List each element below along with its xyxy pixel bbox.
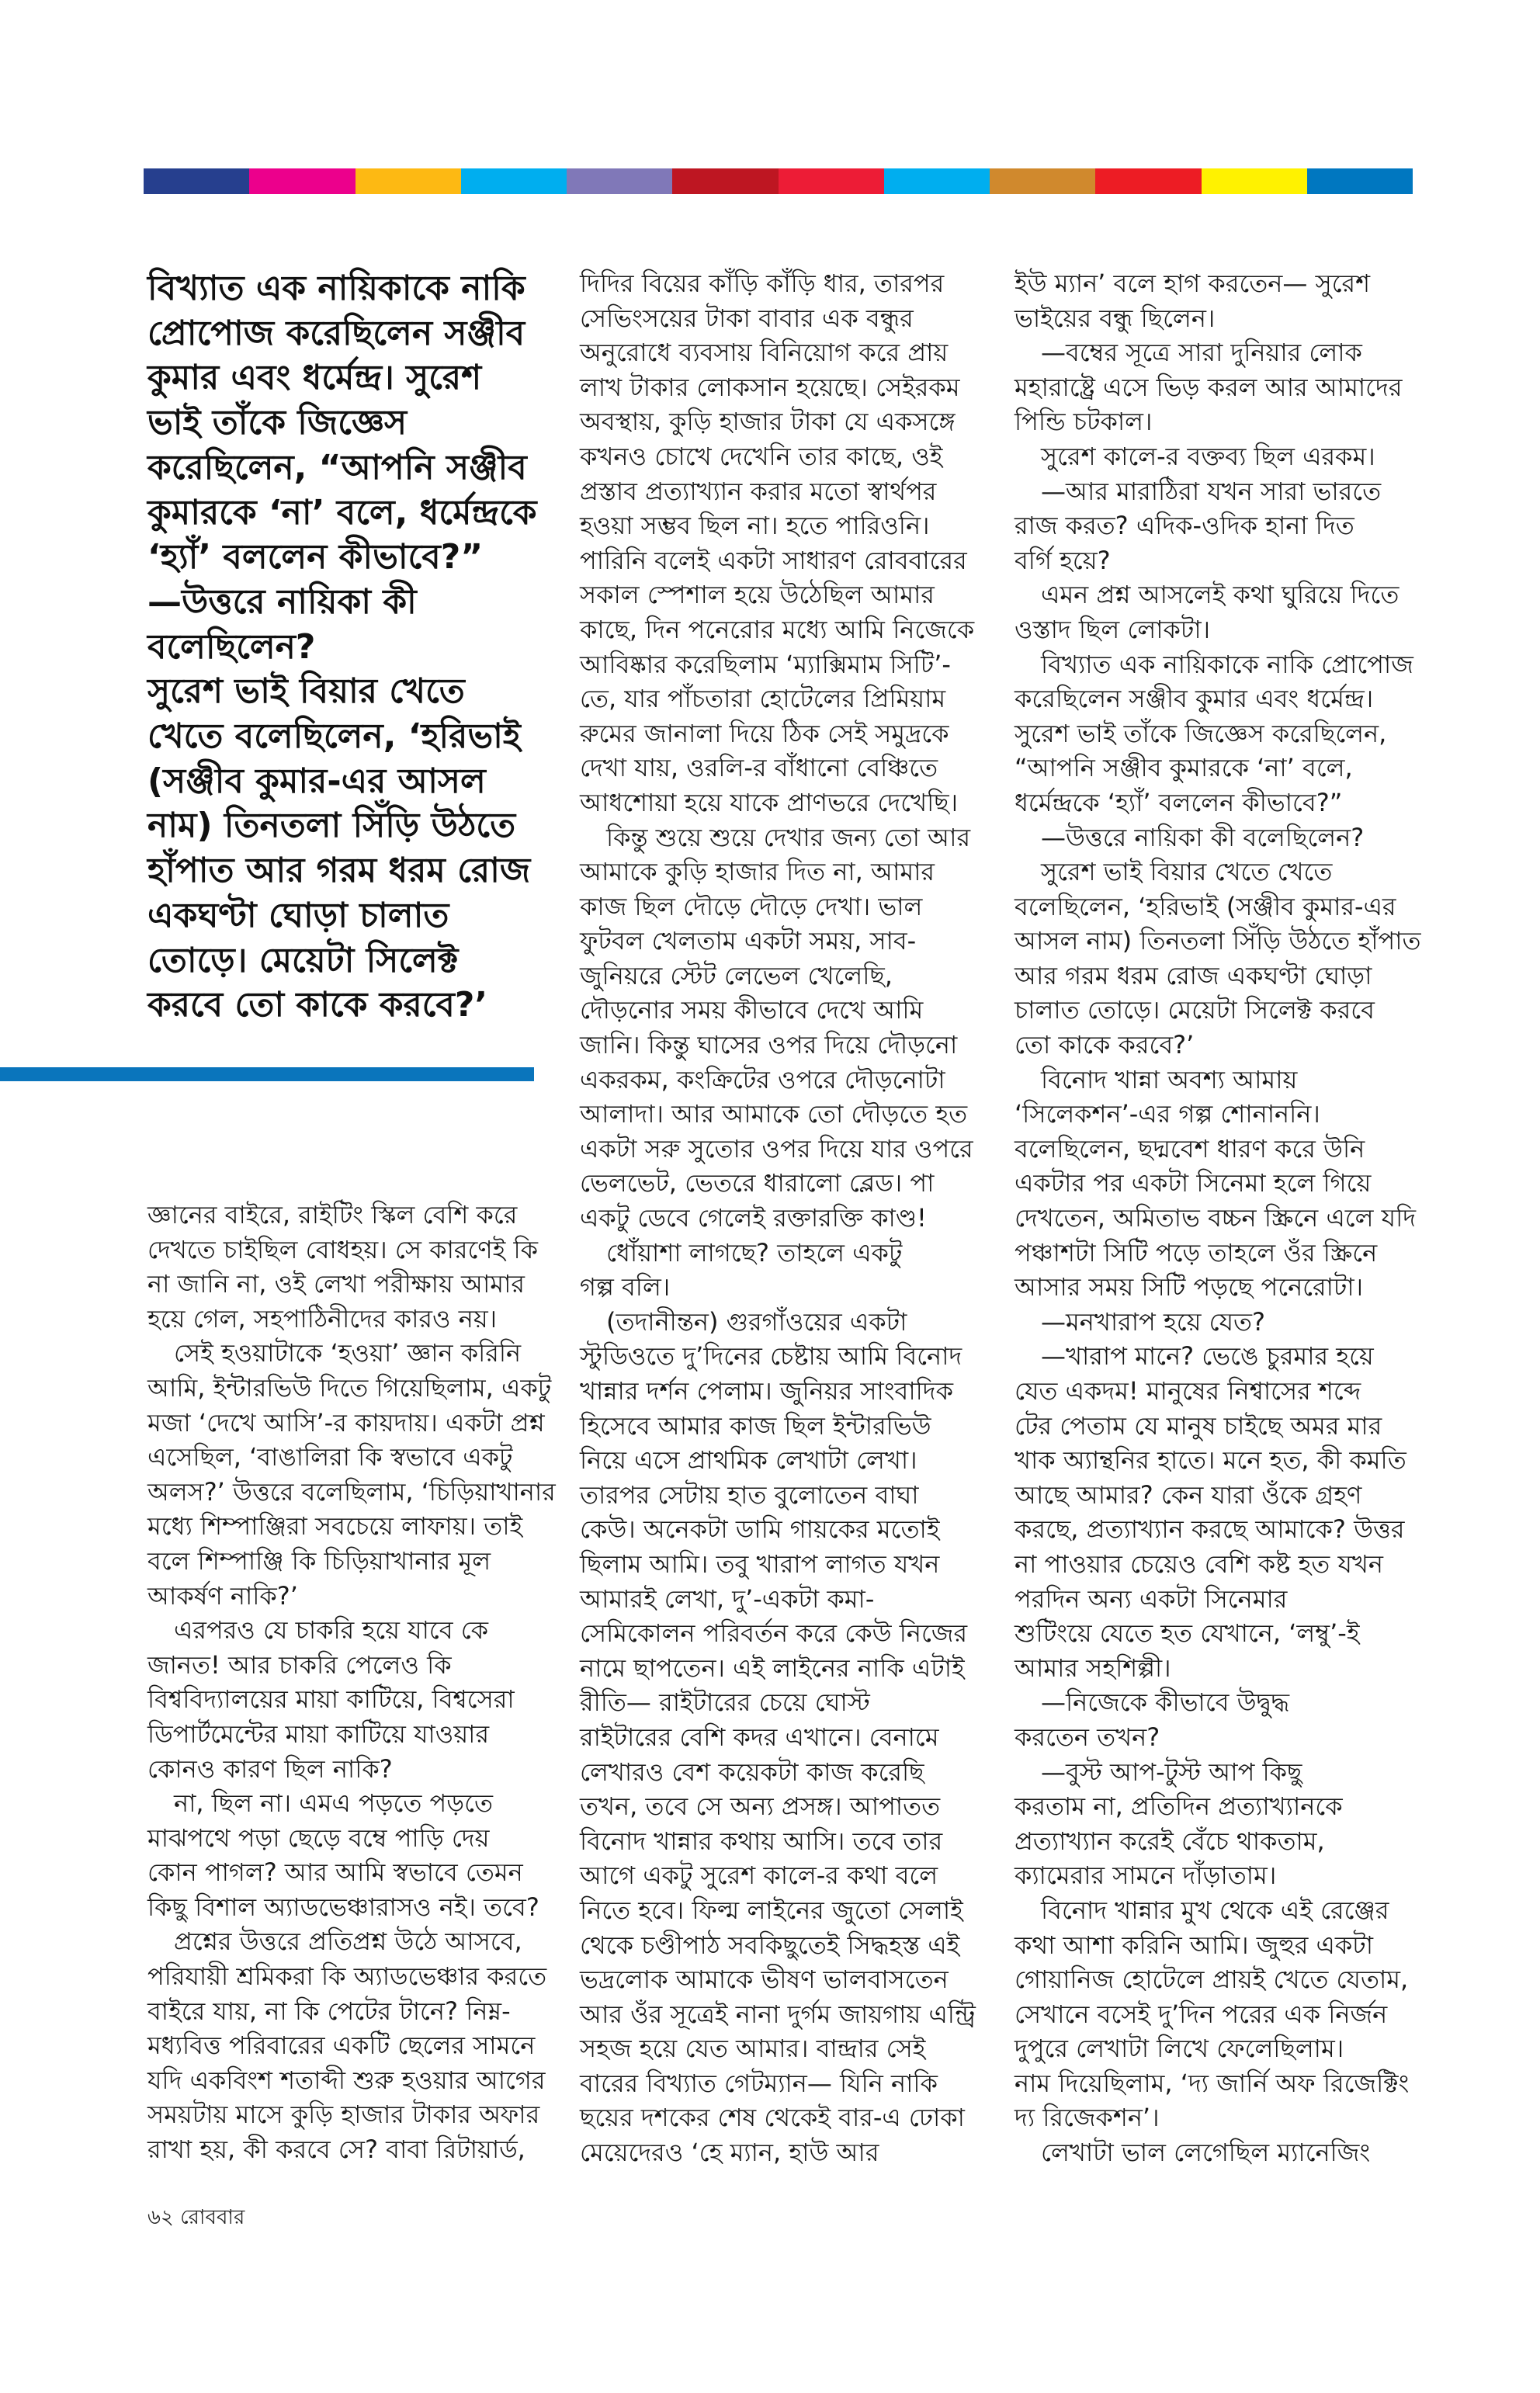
color-bar-segment bbox=[356, 168, 461, 194]
text-line: কিন্তু শুয়ে শুয়ে দেখার জন্য তো আর bbox=[606, 822, 971, 852]
text-line: সেই হওয়াটাকে ‘হওয়া’ জ্ঞান করিনি bbox=[174, 1338, 522, 1368]
paragraph bbox=[580, 1236, 991, 1305]
text-line: ধোঁয়াশা লাগছে? তাহলে একটু bbox=[606, 1237, 903, 1268]
text-line: দৌড়নোর সময় কীভাবে দেখে আমি bbox=[580, 995, 924, 1025]
text-line: রাখা হয়, কী করবে সে? বাবা রিটায়ার্ড, bbox=[147, 2135, 525, 2165]
text-line: প্রত্যাখ্যান করেই বেঁচে থাকতাম, bbox=[1015, 1826, 1325, 1856]
text-line: সেমিকোলন পরিবর্তন করে কেউ নিজের bbox=[580, 1618, 968, 1649]
text-line: আমাকে কুড়ি হাজার দিত না, আমার bbox=[580, 857, 935, 887]
paragraph bbox=[147, 1786, 559, 1924]
text-line: জানি। কিন্তু ঘাসের ওপর দিয়ে দৌড়নো bbox=[580, 1030, 958, 1060]
text-line: ভেলভেট, ভেতরে ধারালো ব্লেড। পা bbox=[580, 1168, 935, 1198]
text-line: মধ্যে শিম্পাঞ্জিরা সবচেয়ে লাফায়। তাই bbox=[147, 1511, 523, 1542]
paragraph bbox=[580, 266, 991, 820]
text-line: সেভিংসয়ের টাকা বাবার এক বন্ধুর bbox=[580, 303, 914, 333]
text-line: বাইরে যায়, না কি পেটের টানে? নিম্ন- bbox=[147, 1996, 511, 2026]
text-line: স্টুডিওতে দু’দিনের চেষ্টায় আমি বিনোদ bbox=[580, 1341, 962, 1372]
text-line: অলস?’ উত্তরে বলেছিলাম, ‘চিড়িয়াখানার bbox=[147, 1476, 556, 1507]
page-footer bbox=[147, 2201, 245, 2235]
color-bar-segment bbox=[461, 168, 567, 194]
pull-quote-line: —উত্তরে নায়িকা কী bbox=[147, 581, 417, 622]
text-line: মাঝপথে পড়া ছেড়ে বম্বে পাড়ি দেয় bbox=[147, 1822, 490, 1853]
pull-quote-line: কুমারকে ‘না’ বলে, ধর্মেন্দ্রকে bbox=[147, 492, 537, 532]
pull-quote-line: একঘণ্টা ঘোড়া চালাত bbox=[147, 895, 449, 935]
text-line: ডিপার্টমেন্টের মায়া কাটিয়ে যাওয়ার bbox=[147, 1718, 490, 1749]
pull-quote-line: প্রোপোজ করেছিলেন সঞ্জীব bbox=[147, 313, 525, 353]
magazine-name: রোববার bbox=[180, 2206, 245, 2229]
text-line: এরপরও যে চাকরি হয়ে যাবে কে bbox=[174, 1615, 489, 1646]
paragraph bbox=[147, 1924, 559, 2166]
text-line: শুটিংয়ে যেতে হত যেখানে, ‘লম্বু’-ই bbox=[1015, 1618, 1360, 1649]
pull-quote-line: বিখ্যাত এক নায়িকাকে নাকি bbox=[147, 269, 525, 308]
text-line: তো কাকে করবে?’ bbox=[1015, 1030, 1195, 1060]
text-line: আমারই লেখা, দু’-একটা কমা- bbox=[580, 1583, 875, 1614]
text-line: পরিযায়ী শ্রমিকরা কি অ্যাডভেঞ্চার করতে bbox=[147, 1961, 547, 1992]
color-bar-segment bbox=[144, 168, 249, 194]
text-line: অবস্থায়, কুড়ি হাজার টাকা যে একসঙ্গে bbox=[580, 407, 956, 437]
paragraph bbox=[580, 820, 991, 1236]
text-line: “আপনি সঞ্জীব কুমারকে ‘না’ বলে, bbox=[1015, 753, 1353, 783]
text-line: অনুরোধে ব্যবসায় বিনিয়োগ করে প্রায় bbox=[580, 338, 949, 368]
text-line: জ্ঞানের বাইরে, রাইটিং স্কিল বেশি করে bbox=[147, 1200, 518, 1229]
text-line: বর্গি হয়ে? bbox=[1015, 545, 1111, 575]
paragraph bbox=[147, 1198, 559, 1336]
text-line: ফুটবল খেলতাম একটা সময়, সাব- bbox=[580, 926, 917, 956]
paragraph bbox=[1015, 1685, 1426, 1754]
text-line: না, ছিল না। এমএ পড়তে পড়তে bbox=[174, 1788, 493, 1819]
text-line: আধশোয়া হয়ে যাকে প্রাণভরে দেখেছি। bbox=[580, 787, 959, 817]
pull-quote bbox=[147, 266, 551, 1028]
text-line: রুমের জানালা দিয়ে ঠিক সেই সমুদ্রকে bbox=[580, 718, 949, 748]
paragraph bbox=[1015, 647, 1426, 820]
decorative-color-bar bbox=[144, 168, 1413, 194]
paragraph bbox=[580, 1305, 991, 2170]
text-line: খাক অ্যান্থনির হাতে। মনে হত, কী কমতি bbox=[1015, 1445, 1406, 1476]
text-line: পঞ্চাশটা সিটি পড়ে তাহলে ওঁর স্ক্রিনে bbox=[1015, 1237, 1378, 1268]
text-line: আলাদা। আর আমাকে তো দৌড়তে হত bbox=[580, 1099, 968, 1129]
text-line: করতাম না, প্রতিদিন প্রত্যাখ্যানকে bbox=[1015, 1791, 1343, 1822]
text-line: দেখতেন, অমিতাভ বচ্চন স্ক্রিনে এলে যদি bbox=[1015, 1203, 1417, 1233]
color-bar-segment bbox=[1095, 168, 1201, 194]
text-line: দিদির বিয়ের কাঁড়ি কাঁড়ি ধার, তারপর bbox=[580, 269, 945, 298]
text-line: কাজ ছিল দৌড়ে দৌড়ে দেখা। ভাল bbox=[580, 891, 923, 921]
text-line: আছে আমার? কেন যারা ওঁকে গ্রহণ bbox=[1015, 1479, 1362, 1510]
text-line: এমন প্রশ্ন আসলেই কথা ঘুরিয়ে দিতে bbox=[1041, 580, 1400, 610]
text-line: —নিজেকে কীভাবে উদ্বুদ্ধ bbox=[1041, 1687, 1290, 1718]
text-line: মজা ‘দেখে আসি’-র কায়দায়। একটা প্রশ্ন bbox=[147, 1407, 545, 1438]
text-line: করেছিলেন সঞ্জীব কুমার এবং ধর্মেন্দ্র। bbox=[1015, 684, 1374, 714]
text-line: নাম দিয়েছিলাম, ‘দ্য জার্নি অফ রিজেক্টিং bbox=[1015, 2068, 1410, 2098]
paragraph bbox=[1015, 335, 1426, 439]
paragraph bbox=[1015, 820, 1426, 855]
color-bar-segment bbox=[1307, 168, 1413, 194]
text-line: গল্প বলি। bbox=[580, 1272, 671, 1302]
pull-quote-line: করেছিলেন, “আপনি সঞ্জীব bbox=[147, 447, 527, 487]
pull-quote-line: ‘হ্যাঁ’ বললেন কীভাবে?” bbox=[147, 537, 484, 577]
text-line: সহজ হয়ে যেত আমার। বান্দ্রার সেই bbox=[580, 2034, 926, 2064]
paragraph bbox=[1015, 1305, 1426, 1340]
pull-quote-line: তোড়ে। মেয়েটা সিলেক্ট bbox=[147, 940, 459, 980]
text-line: করছে, প্রত্যাখ্যান করছে আমাকে? উত্তর bbox=[1015, 1514, 1405, 1545]
text-line: ছয়ের দশকের শেষ থেকেই বার-এ ঢোকা bbox=[580, 2103, 965, 2133]
text-line: রাইটারের বেশি কদর এখানে। বেনামে bbox=[580, 1722, 939, 1752]
text-line: লাখ টাকার লোকসান হয়েছে। সেইরকম bbox=[580, 372, 960, 402]
text-line: বিনোদ খান্না অবশ্য আমায় bbox=[1041, 1064, 1298, 1094]
text-line: থেকে চণ্ডীপাঠ সবকিছুতেই সিদ্ধহস্ত এই bbox=[580, 1930, 960, 1960]
text-line: কেউ। অনেকটা ডামি গায়কের মতোই bbox=[580, 1514, 940, 1545]
pull-quote-line: বলেছিলেন? bbox=[147, 626, 316, 667]
paragraph bbox=[1015, 1893, 1426, 2135]
page-number: ৬২ bbox=[147, 2206, 174, 2229]
text-line: পিন্ডি চটকাল। bbox=[1015, 407, 1153, 437]
text-line: প্রশ্নের উত্তরে প্রতিপ্রশ্ন উঠে আসবে, bbox=[174, 1927, 522, 1957]
text-line: বিশ্ববিদ্যালয়ের মায়া কাটিয়ে, বিশ্বসেরা bbox=[147, 1684, 515, 1715]
text-line: —উত্তরে নায়িকা কী বলেছিলেন? bbox=[1041, 822, 1365, 852]
paragraph bbox=[1015, 2135, 1426, 2170]
text-line: হিসেবে আমার কাজ ছিল ইন্টারভিউ bbox=[580, 1410, 931, 1441]
text-line: তখন, তবে সে অন্য প্রসঙ্গ। আপাতত bbox=[580, 1791, 941, 1822]
text-line: তারপর সেটায় হাত বুলোতেন বাঘা bbox=[580, 1479, 919, 1510]
color-bar-segment bbox=[249, 168, 355, 194]
text-line: বলেছিলেন, ছদ্মবেশ ধারণ করে উনি bbox=[1015, 1133, 1365, 1164]
color-bar-segment bbox=[567, 168, 672, 194]
color-bar-segment bbox=[779, 168, 884, 194]
text-line: ওস্তাদ ছিল লোকটা। bbox=[1015, 614, 1211, 644]
text-line: একরকম, কংক্রিটের ওপরে দৌড়নোটা bbox=[580, 1064, 945, 1094]
text-line: মহারাষ্ট্রে এসে ভিড় করল আর আমাদের bbox=[1015, 372, 1403, 402]
text-line: কোন পাগল? আর আমি স্বভাবে তেমন bbox=[147, 1857, 523, 1888]
color-bar-segment bbox=[990, 168, 1095, 194]
text-line: আমি, ইন্টারভিউ দিতে গিয়েছিলাম, একটু bbox=[147, 1372, 552, 1403]
text-line: সেখানে বসেই দু’দিন পরের এক নির্জন bbox=[1015, 1999, 1388, 2029]
text-line: এসেছিল, ‘বাঙালিরা কি স্বভাবে একটু bbox=[147, 1442, 513, 1472]
text-line: আসার সময় সিটি পড়ছে পনেরোটা। bbox=[1015, 1272, 1364, 1302]
text-line: প্রস্তাব প্রত্যাখ্যান করার মতো স্বার্থপর bbox=[580, 476, 937, 506]
text-line: নামে ছাপতেন। এই লাইনের নাকি এটাই bbox=[580, 1653, 965, 1683]
text-line: মধ্যবিত্ত পরিবারের একটি ছেলের সামনে bbox=[147, 2031, 536, 2061]
paragraph bbox=[147, 1613, 559, 1786]
text-line: বিনোদ খান্নার কথায় আসি। তবে তার bbox=[580, 1826, 943, 1856]
text-line: আগে একটু সুরেশ কালে-র কথা বলে bbox=[580, 1861, 938, 1891]
text-line: জুনিয়রে স্টেট লেভেল খেলেছি, bbox=[580, 960, 893, 990]
text-line: আর ওঁর সূত্রেই নানা দুর্গম জায়গায় এন্ট্রি bbox=[580, 1999, 976, 2029]
text-line: কাছে, দিন পনেরোর মধ্যে আমি নিজেকে bbox=[580, 614, 975, 644]
color-bar-segment bbox=[1202, 168, 1307, 194]
text-line: সুরেশ ভাই তাঁকে জিজ্ঞেস করেছিলেন, bbox=[1015, 718, 1387, 748]
text-line: সুরেশ কালে-র বক্তব্য ছিল এরকম। bbox=[1041, 441, 1375, 471]
text-line: —খারাপ মানে? ভেঙে চুরমার হয়ে bbox=[1041, 1341, 1374, 1372]
paragraph bbox=[1015, 1755, 1426, 1893]
text-line: পরদিন অন্য একটা সিনেমার bbox=[1015, 1583, 1288, 1614]
pull-quote-divider bbox=[0, 1067, 534, 1081]
text-line: বলেছিলেন, ‘হরিভাই (সঞ্জীব কুমার-এর bbox=[1015, 891, 1396, 921]
text-line: সকাল স্পেশাল হয়ে উঠেছিল আমার bbox=[580, 580, 935, 610]
text-line: রাজ করত? এদিক-ওদিক হানা দিত bbox=[1015, 511, 1354, 541]
text-line: টের পেতাম যে মানুষ চাইছে অমর মার bbox=[1015, 1410, 1382, 1441]
text-line: বিনোদ খান্নার মুখ থেকে এই রেঞ্জের bbox=[1041, 1895, 1389, 1925]
color-bar-segment bbox=[884, 168, 990, 194]
text-line: কোনও কারণ ছিল নাকি? bbox=[147, 1753, 393, 1784]
text-line: হওয়া সম্ভব ছিল না। হতে পারিওনি। bbox=[580, 511, 930, 541]
text-line: মেয়েদেরও ‘হে ম্যান, হাউ আর bbox=[580, 2138, 879, 2168]
text-line: চালাত তোড়ে। মেয়েটা সিলেক্ট করবে bbox=[1015, 995, 1375, 1025]
text-line: তে, যার পাঁচতারা হোটেলের প্রিমিয়াম bbox=[580, 684, 946, 714]
text-line: ভদ্রলোক আমাকে ভীষণ ভালবাসতেন bbox=[580, 1965, 949, 1995]
text-line: ছিলাম আমি। তবু খারাপ লাগত যখন bbox=[580, 1549, 940, 1579]
text-line: না জানি না, ওই লেখা পরীক্ষায় আমার bbox=[147, 1269, 525, 1299]
text-line: সময়টায় মাসে কুড়ি হাজার টাকার অফার bbox=[147, 2100, 540, 2130]
text-line: আকর্ষণ নাকি?’ bbox=[147, 1580, 298, 1611]
text-line: নিতে হবে। ফিল্ম লাইনের জুতো সেলাই bbox=[580, 1895, 963, 1925]
pull-quote-line: হাঁপাত আর গরম ধরম রোজ bbox=[147, 851, 531, 891]
text-line: আর গরম ধরম রোজ একঘণ্টা ঘোড়া bbox=[1015, 960, 1372, 990]
text-line: দেখতে চাইছিল বোধহয়। সে কারণেই কি bbox=[147, 1234, 539, 1264]
text-line: ‘সিলেকশন’-এর গল্প শোনাননি। bbox=[1015, 1099, 1320, 1129]
pull-quote-line: কুমার এবং ধর্মেন্দ্র। সুরেশ bbox=[147, 358, 482, 398]
color-bar-segment bbox=[672, 168, 778, 194]
text-line: একটা সরু সুতোর ওপর দিয়ে যার ওপরে bbox=[580, 1133, 973, 1164]
text-line: ইউ ম্যান’ বলে হাগ করতেন— সুরেশ bbox=[1015, 269, 1371, 298]
pull-quote-line: নাম) তিনতলা সিঁড়ি উঠতে bbox=[147, 806, 516, 846]
pull-quote-line: (সঞ্জীব কুমার-এর আসল bbox=[147, 761, 486, 801]
paragraph bbox=[147, 1336, 559, 1613]
text-line: একটু ডেবে গেলেই রক্তারক্তি কাণ্ড! bbox=[580, 1203, 927, 1233]
article-column-1 bbox=[147, 1198, 559, 2167]
text-line: —বুস্ট আপ-টুস্ট আপ কিছু bbox=[1041, 1757, 1302, 1787]
article-column-3 bbox=[1015, 266, 1426, 2170]
text-line: দ্য রিজেকশন’। bbox=[1015, 2103, 1160, 2133]
text-line: যদি একবিংশ শতাব্দী শুরু হওয়ার আগের bbox=[147, 2065, 546, 2095]
paragraph bbox=[1015, 474, 1426, 578]
text-line: বিখ্যাত এক নায়িকাকে নাকি প্রোপোজ bbox=[1041, 649, 1413, 679]
text-line: হয়ে গেল, সহপাঠিনীদের কারও নয়। bbox=[147, 1303, 498, 1333]
text-line: সুরেশ ভাই বিয়ার খেতে খেতে bbox=[1041, 857, 1333, 887]
text-line: যেত একদম! মানুষের নিশ্বাসের শব্দে bbox=[1015, 1376, 1361, 1406]
pull-quote-line: ভাই তাঁকে জিজ্ঞেস bbox=[147, 403, 408, 443]
text-line: দুপুরে লেখাটা লিখে ফেলেছিলাম। bbox=[1015, 2034, 1344, 2064]
text-line: একটার পর একটা সিনেমা হলে গিয়ে bbox=[1015, 1168, 1372, 1198]
text-line: কিছু বিশাল অ্যাডভেঞ্চারাসও নই। তবে? bbox=[147, 1892, 539, 1922]
text-line: করতেন তখন? bbox=[1015, 1722, 1160, 1752]
pull-quote-line: খেতে বলেছিলেন, ‘হরিভাই bbox=[147, 716, 521, 757]
text-line: (তদানীন্তন) গুরগাঁওয়ের একটা bbox=[606, 1306, 907, 1337]
text-line: —বম্বের সূত্রে সারা দুনিয়ার লোক bbox=[1041, 338, 1362, 368]
text-line: ভাইয়ের বন্ধু ছিলেন। bbox=[1015, 303, 1216, 333]
paragraph bbox=[1015, 1339, 1426, 1685]
text-line: জানত! আর চাকরি পেলেও কি bbox=[147, 1649, 452, 1680]
pull-quote-line: সুরেশ ভাই বিয়ার খেতে bbox=[147, 671, 465, 712]
paragraph bbox=[1015, 1063, 1426, 1305]
text-line: —মনখারাপ হয়ে যেত? bbox=[1041, 1306, 1266, 1337]
text-line: নিয়ে এসে প্রাথমিক লেখাটা লেখা। bbox=[580, 1445, 917, 1476]
pull-quote-line: করবে তো কাকে করবে?’ bbox=[147, 985, 488, 1025]
text-line: আবিষ্কার করেছিলাম ‘ম্যাক্সিমাম সিটি’- bbox=[580, 649, 951, 679]
text-line: না পাওয়ার চেয়েও বেশি কষ্ট হত যখন bbox=[1015, 1549, 1384, 1579]
article-column-2 bbox=[580, 266, 991, 2170]
text-line: রীতি— রাইটারের চেয়ে ঘোস্ট bbox=[580, 1687, 870, 1718]
text-line: খান্নার দর্শন পেলাম। জুনিয়র সাংবাদিক bbox=[580, 1376, 953, 1406]
text-line: ক্যামেরার সামনে দাঁড়াতাম। bbox=[1015, 1861, 1277, 1891]
paragraph bbox=[1015, 439, 1426, 474]
text-line: দেখা যায়, ওরলি-র বাঁধানো বেঞ্চিতে bbox=[580, 753, 938, 783]
text-line: বলে শিম্পাঞ্জি কি চিড়িয়াখানার মূল bbox=[147, 1545, 491, 1576]
text-line: কখনও চোখে দেখেনি তার কাছে, ওই bbox=[580, 441, 943, 471]
text-line: আসল নাম) তিনতলা সিঁড়ি উঠতে হাঁপাত bbox=[1015, 926, 1421, 956]
text-line: ধর্মেন্দ্রকে ‘হ্যাঁ’ বললেন কীভাবে?” bbox=[1015, 787, 1343, 817]
text-line: —আর মারাঠিরা যখন সারা ভারতে bbox=[1041, 476, 1382, 506]
text-line: গোয়ানিজ হোটেলে প্রায়ই খেতে যেতাম, bbox=[1015, 1965, 1409, 1995]
text-line: বারের বিখ্যাত গেটম্যান— যিনি নাকি bbox=[580, 2068, 938, 2098]
text-line: পারিনি বলেই একটা সাধারণ রোববারের bbox=[580, 545, 967, 575]
paragraph bbox=[1015, 577, 1426, 647]
text-line: লেখাটা ভাল লেগেছিল ম্যানেজিং bbox=[1041, 2138, 1371, 2168]
text-line: কথা আশা করিনি আমি। জুহুর একটা bbox=[1015, 1930, 1373, 1960]
text-line: লেখারও বেশ কয়েকটা কাজ করেছি bbox=[580, 1757, 924, 1787]
paragraph bbox=[1015, 266, 1426, 335]
paragraph bbox=[1015, 855, 1426, 1063]
text-line: আমার সহশিল্পী। bbox=[1015, 1653, 1171, 1683]
